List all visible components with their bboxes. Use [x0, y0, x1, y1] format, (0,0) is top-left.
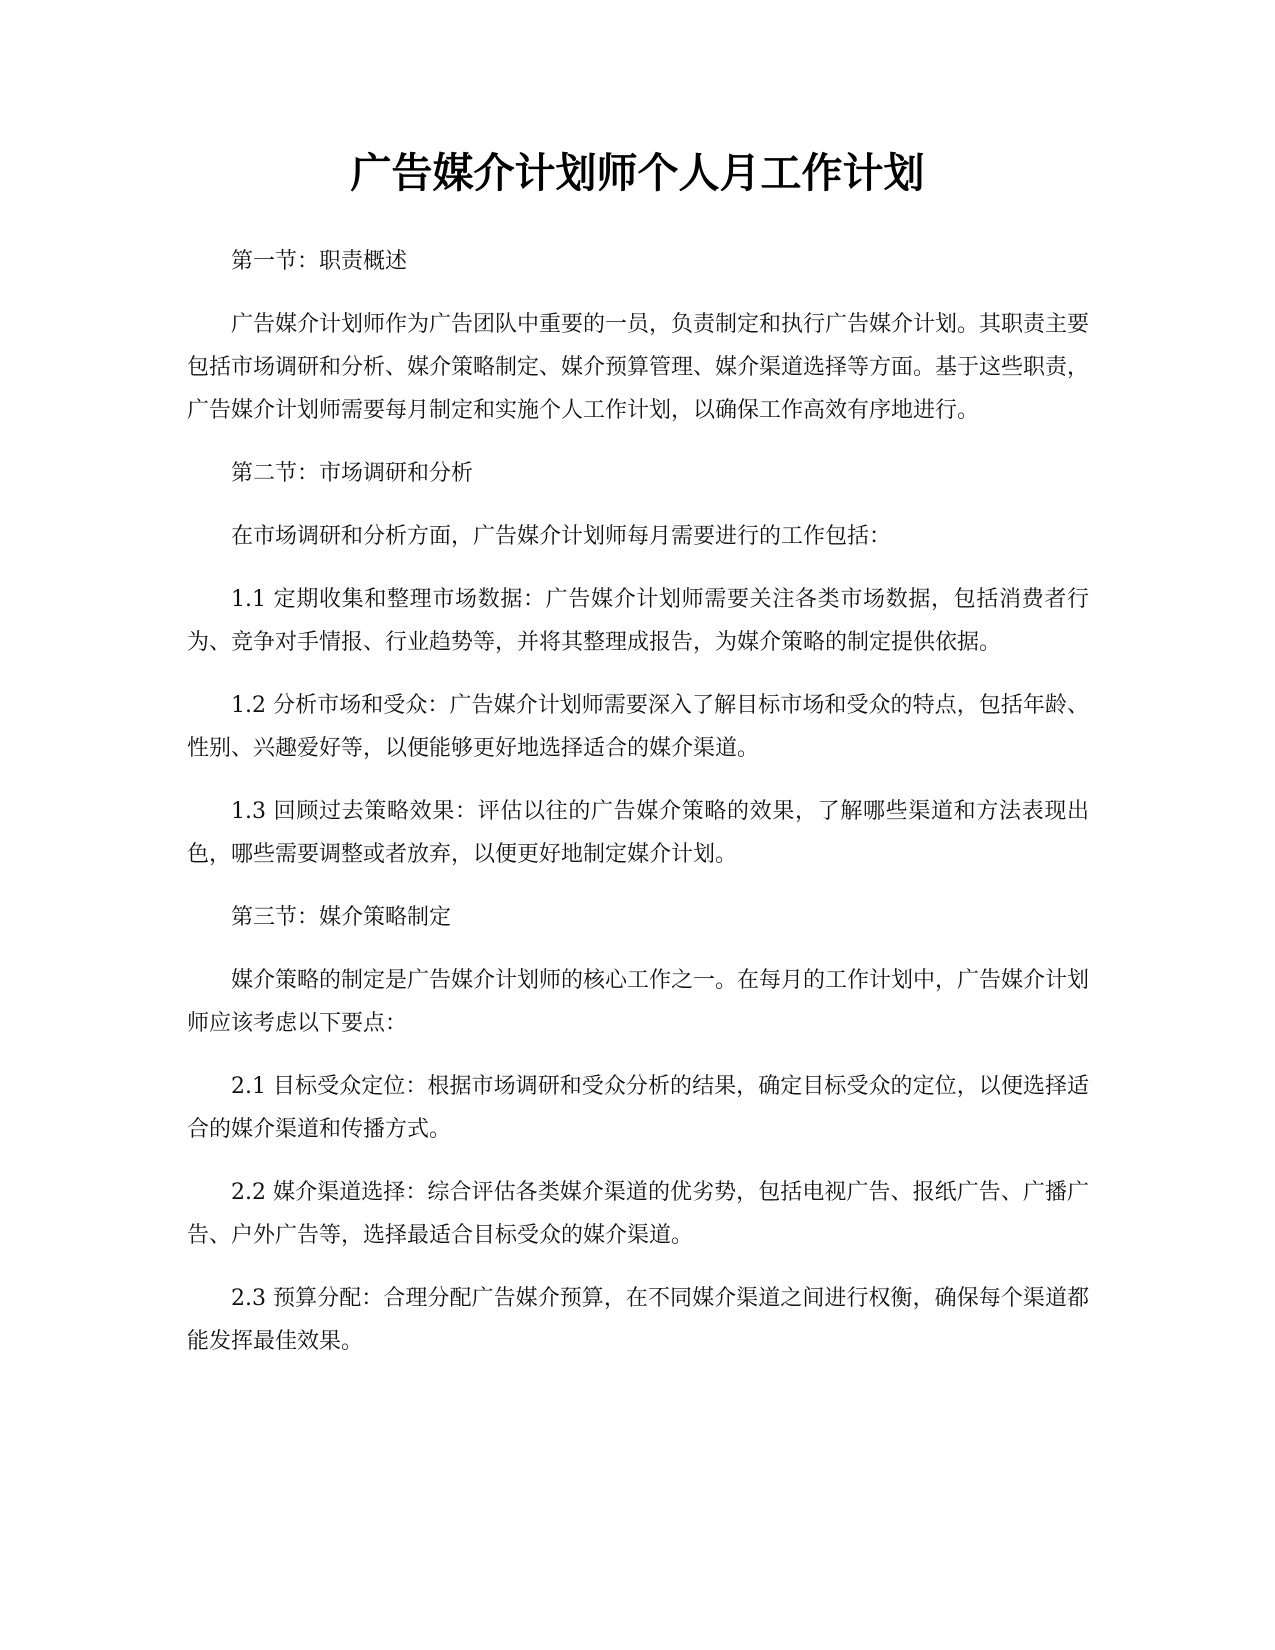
list-item-2-2: 2.2 媒介渠道选择：综合评估各类媒介渠道的优劣势，包括电视广告、报纸广告、广播广告、户外广告等，选择最适合目标受众的媒介渠道。 [187, 1180, 1089, 1248]
section-heading-3: 第三节：媒介策略制定 [231, 905, 452, 930]
paragraph: 媒介策略的制定是广告媒介计划师的核心工作之一。在每月的工作计划中，广告媒介计划师应该考虑以下要点： [187, 968, 1090, 1036]
paragraph: 广告媒介计划师作为广告团队中重要的一员，负责制定和执行广告媒介计划。其职责主要包括市场调研和分析、媒介策略制定、媒介预算管理、媒介渠道选择等方面。基于这些职责，广告媒介计划师需要每月制定和实施个人工作计划，以确保工作高效有序地进行。 [187, 312, 1090, 423]
list-item-2-1: 2.1 目标受众定位：根据市场调研和受众分析的结果，确定目标受众的定位，以便选择适合的媒介渠道和传播方式。 [187, 1074, 1089, 1142]
list-item-1-2: 1.2 分析市场和受众：广告媒介计划师需要深入了解目标市场和受众的特点，包括年龄、性别、兴趣爱好等，以便能够更好地选择适合的媒介渠道。 [187, 693, 1089, 761]
section-heading-2: 第二节：市场调研和分析 [231, 461, 474, 486]
document-body [187, 240, 1089, 1383]
section-heading-1: 第一节：职责概述 [231, 249, 408, 274]
paragraph: 在市场调研和分析方面，广告媒介计划师每月需要进行的工作包括： [231, 524, 892, 549]
list-item-1-3: 1.3 回顾过去策略效果：评估以往的广告媒介策略的效果，了解哪些渠道和方法表现出色，哪些需要调整或者放弃，以便更好地制定媒介计划。 [187, 799, 1089, 867]
document-title: 广告媒介计划师个人月工作计划 [350, 149, 925, 197]
list-item-1-1: 1.1 定期收集和整理市场数据：广告媒介计划师需要关注各类市场数据，包括消费者行为、竞争对手情报、行业趋势等，并将其整理成报告，为媒介策略的制定提供依据。 [187, 587, 1089, 655]
list-item-2-3: 2.3 预算分配：合理分配广告媒介预算，在不同媒介渠道之间进行权衡，确保每个渠道都能发挥最佳效果。 [187, 1286, 1089, 1354]
